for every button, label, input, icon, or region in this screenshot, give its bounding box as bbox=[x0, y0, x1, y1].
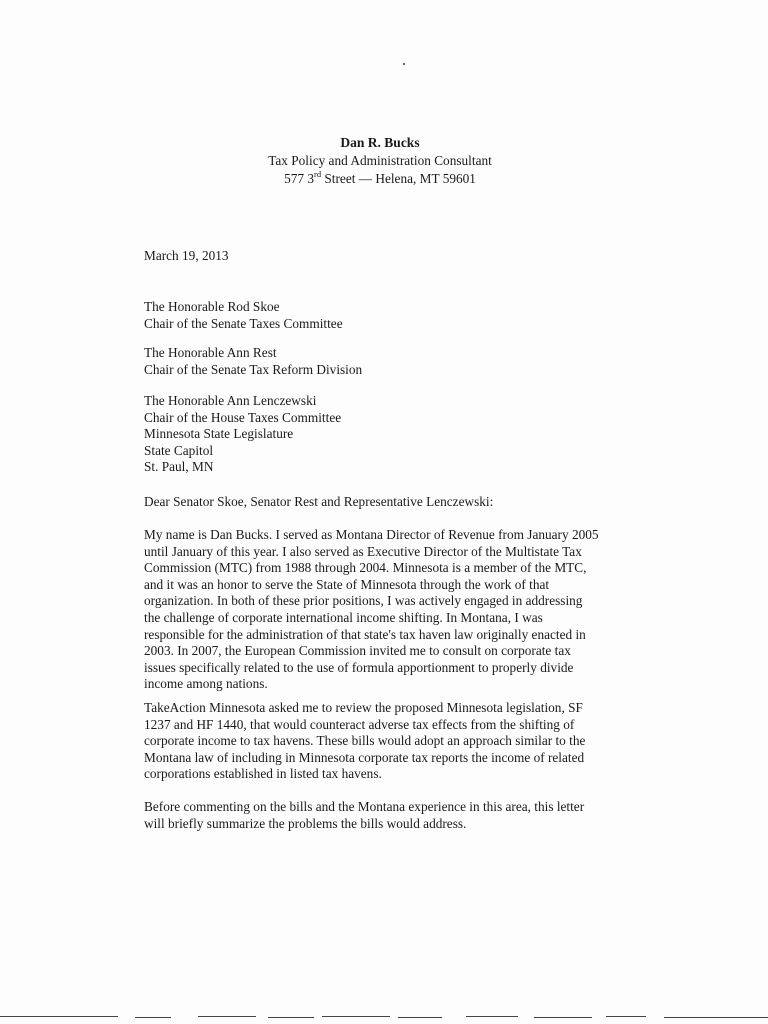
paragraph-line: will briefly summarize the problems the bills would address. bbox=[144, 815, 467, 831]
paragraph-line: My name is Dan Bucks. I served as Montana Director of Revenue from January 2005 bbox=[144, 527, 599, 542]
salutation: Dear Senator Skoe, Senator Rest and Representative Lenczewski: bbox=[144, 494, 494, 509]
recipient-line: The Honorable Rod Skoe bbox=[144, 299, 280, 314]
footer-rule bbox=[398, 1017, 442, 1018]
body-paragraph-2 bbox=[144, 700, 634, 783]
paragraph-line: corporate income to tax havens. These bills would adopt an approach similar to the bbox=[144, 733, 586, 749]
paragraph-line: the challenge of corporate international income shifting. In Montana, I was bbox=[144, 609, 543, 625]
footer-rule bbox=[0, 1016, 118, 1017]
paragraph-line: issues specifically related to the use of formula apportionment to properly divide bbox=[144, 659, 574, 675]
footer-rule bbox=[606, 1016, 646, 1017]
footer-rule bbox=[198, 1016, 256, 1017]
footer-rule bbox=[322, 1016, 390, 1017]
paragraph-line: income among nations. bbox=[144, 676, 268, 692]
recipient-line: The Honorable Ann Lenczewski bbox=[144, 393, 317, 408]
sender-title: Tax Policy and Administration Consultant bbox=[268, 153, 492, 168]
paragraph-line: Before commenting on the bills and the Montana experience in this area, this letter bbox=[144, 799, 585, 814]
scan-footer-artifacts bbox=[0, 1014, 768, 1020]
recipient-line: Chair of the House Taxes Committee bbox=[144, 409, 342, 425]
recipient-line: Minnesota State Legislature bbox=[144, 426, 294, 442]
letterhead bbox=[200, 134, 560, 188]
recipient-line: The Honorable Ann Rest bbox=[144, 345, 277, 360]
recipient-block-lenczewski bbox=[144, 393, 634, 476]
body-paragraph-1 bbox=[144, 527, 634, 693]
recipient-line: Chair of the Senate Taxes Committee bbox=[144, 315, 343, 331]
scan-speck bbox=[403, 63, 405, 65]
recipient-block-rest bbox=[144, 345, 634, 378]
paragraph-line: Montana law of including in Minnesota corporate tax reports the income of related bbox=[144, 749, 585, 765]
footer-rule bbox=[268, 1017, 314, 1018]
footer-rule bbox=[135, 1017, 171, 1018]
sender-address bbox=[200, 170, 560, 188]
paragraph-line: 2003. In 2007, the European Commission invited me to consult on corporate tax bbox=[144, 643, 571, 659]
paragraph-line: corporations established in listed tax havens. bbox=[144, 766, 382, 782]
address-number: 577 3 bbox=[284, 171, 314, 186]
paragraph-line: responsible for the administration of that state's tax haven law originally enacted in bbox=[144, 626, 586, 642]
footer-rule bbox=[664, 1017, 768, 1018]
address-ordinal: rd bbox=[313, 168, 322, 179]
footer-rule bbox=[534, 1017, 592, 1018]
footer-rule bbox=[466, 1016, 518, 1017]
sender-name: Dan R. Bucks bbox=[340, 135, 420, 150]
recipient-line: Chair of the Senate Tax Reform Division bbox=[144, 361, 363, 377]
paragraph-line: TakeAction Minnesota asked me to review the proposed Minnesota legislation, SF bbox=[144, 700, 583, 715]
paragraph-line: until January of this year. I also served as Executive Director of the Multistate Tax bbox=[144, 543, 582, 559]
body-paragraph-3 bbox=[144, 799, 634, 832]
paragraph-line: Commission (MTC) from 1988 through 2004. Minnesota is a member of the MTC, bbox=[144, 560, 587, 576]
paragraph-line: 1237 and HF 1440, that would counteract adverse tax effects from the shifting of bbox=[144, 716, 575, 732]
paragraph-line: and it was an honor to serve the State of Minnesota through the work of that bbox=[144, 576, 550, 592]
address-street-city: Street — Helena, MT 59601 bbox=[321, 171, 476, 186]
paragraph-line: organization. In both of these prior positions, I was actively engaged in addressing bbox=[144, 593, 583, 609]
letter-date: March 19, 2013 bbox=[144, 248, 229, 263]
recipient-block-skoe bbox=[144, 299, 634, 332]
recipient-line: State Capitol bbox=[144, 442, 214, 458]
recipient-line: St. Paul, MN bbox=[144, 459, 214, 475]
